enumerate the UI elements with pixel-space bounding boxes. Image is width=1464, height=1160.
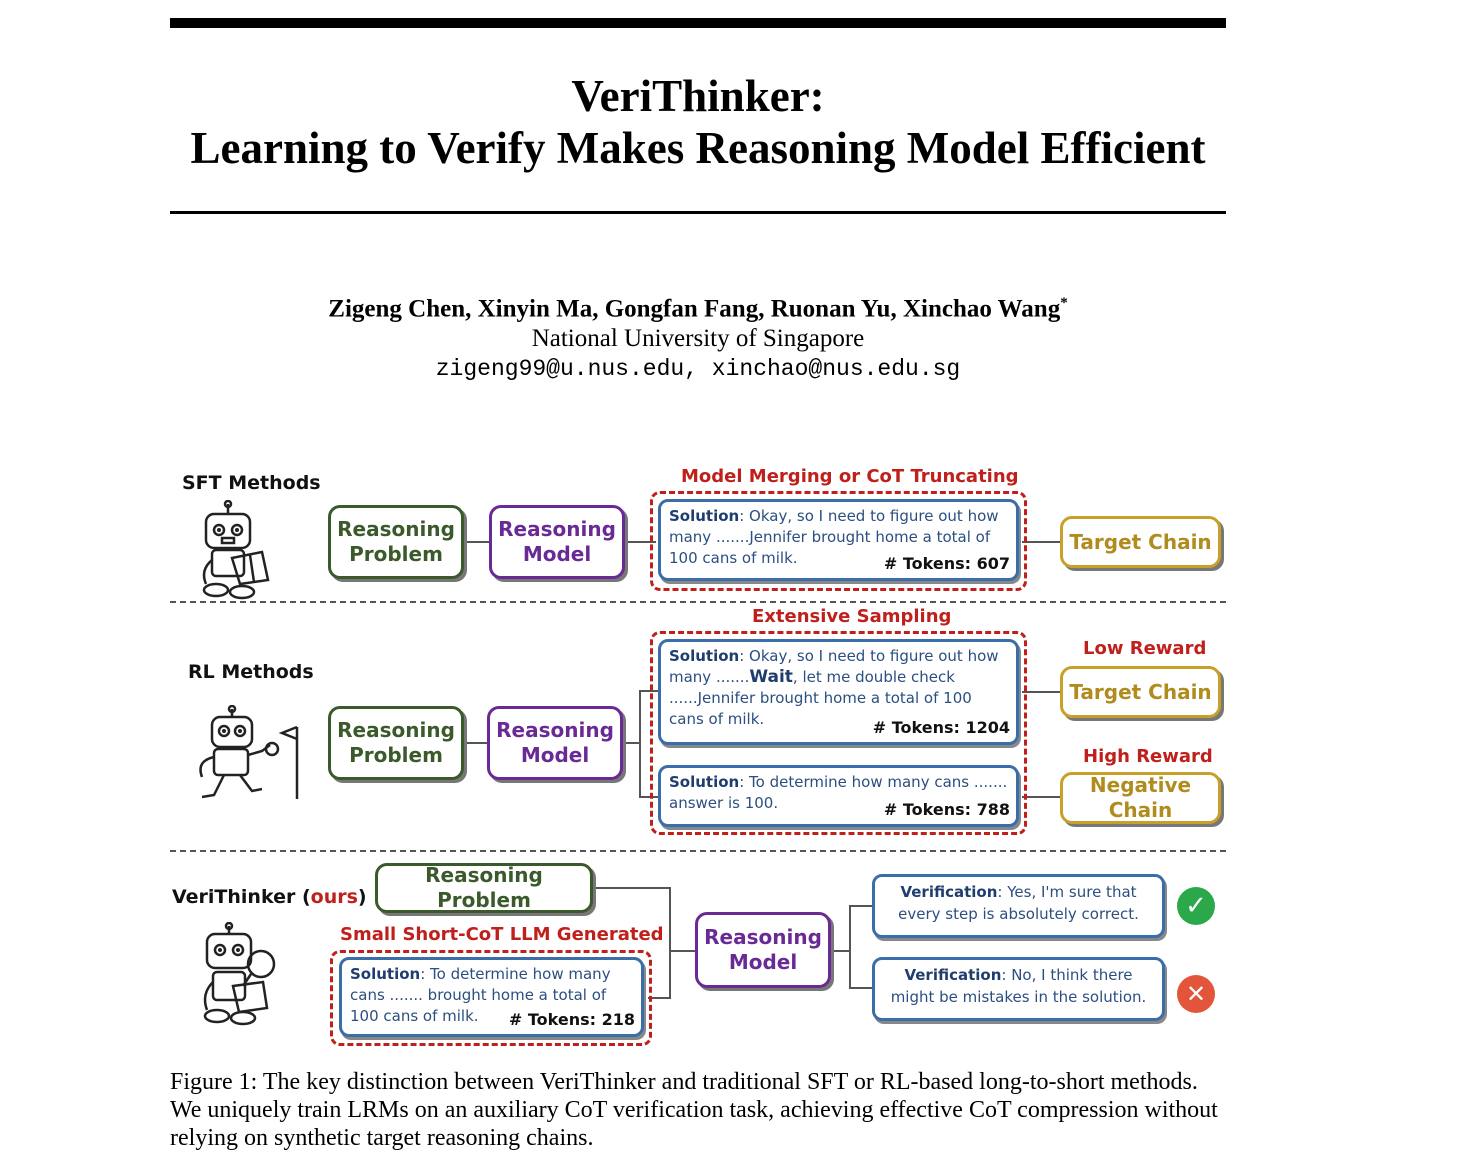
sft-solution-box [658, 499, 1019, 581]
sft-heading: SFT Methods [182, 472, 321, 494]
veri-branch-bottom [849, 987, 873, 989]
rl-reasoning-problem: Reasoning Problem [328, 706, 464, 780]
rl-connector-2 [620, 742, 640, 744]
figure-caption: Figure 1: The key distinction between VeriThinker and traditional SFT or RL-based long-to-short methods. We uniquely train LRMs on an auxiliary CoT verification task, achieving effective CoT compression without relying on synthetic target reasoning chains. [170, 1069, 1218, 1151]
rl-reasoning-model: Reasoning Model [487, 706, 623, 780]
sft-target-chain: Target Chain [1060, 516, 1221, 568]
veri-token-count: # Tokens: 218 [508, 1010, 635, 1029]
rl-connector-1 [462, 742, 490, 744]
veri-heading: VeriThinker (ours) [172, 886, 367, 908]
veri-branch-vertical [849, 905, 851, 989]
low-reward-label: Low Reward [1083, 638, 1207, 659]
rl-negative-chain: Negative Chain [1060, 772, 1221, 824]
paper-title [170, 70, 1226, 174]
sft-token-count: # Tokens: 607 [883, 554, 1010, 573]
rl-sol2-token-count: # Tokens: 788 [883, 800, 1010, 819]
rl-branch-vertical [639, 690, 641, 798]
emails: zigeng99@u.nus.edu, xinchao@nus.edu.sg [435, 356, 961, 383]
author-names: Zigeng Chen, Xinyin Ma, Gongfan Fang, Ruonan Yu, Xinchao Wang [328, 295, 1061, 323]
sft-connector-1 [462, 541, 490, 543]
cross-icon: ✕ [1177, 975, 1215, 1013]
wait-word: Wait [749, 667, 793, 687]
author-block [170, 288, 1226, 384]
veri-model-out [830, 950, 850, 952]
row-separator-2 [170, 850, 1226, 852]
veri-reasoning-model: Reasoning Model [695, 912, 831, 988]
robot-reading-icon [192, 500, 277, 600]
robot-magnifier-icon [195, 922, 285, 1027]
author-mark: * [1060, 295, 1068, 311]
verification-yes-box: Verification: Yes, I'm sure that every step is absolutely correct. [872, 874, 1165, 938]
veri-solution-box: Solution: To determine how many cans ....... brought home a total of 100 cans of milk. # Tokens: 218 [339, 957, 644, 1037]
check-icon: ✓ [1177, 887, 1215, 925]
rl-solution-short: Solution: To determine how many cans ....... answer is 100. # Tokens: 788 [658, 765, 1019, 827]
sft-reasoning-problem: Reasoning Problem [328, 505, 464, 579]
rl-heading: RL Methods [188, 661, 314, 683]
top-rule [170, 18, 1226, 28]
rl-sol1-key: Solution [669, 647, 740, 665]
robot-running-icon [190, 705, 310, 805]
veri-group-label: Small Short-CoT LLM Generated [340, 924, 664, 945]
row-separator-1 [170, 601, 1226, 603]
sft-group-label: Model Merging or CoT Truncating [681, 466, 1019, 487]
veri-problem-out [592, 887, 670, 889]
rl-target-chain: Target Chain [1060, 666, 1221, 718]
affiliation: National University of Singapore [531, 325, 865, 353]
high-reward-label: High Reward [1083, 746, 1213, 767]
veri-solution-key: Solution [350, 965, 421, 983]
title-line-2: Learning to Verify Makes Reasoning Model Efficient [190, 123, 1206, 173]
title-line-1: VeriThinker: [571, 71, 825, 121]
sft-connector-3 [1022, 541, 1062, 543]
sft-reasoning-model: Reasoning Model [489, 505, 625, 579]
veri-branch-top [849, 905, 873, 907]
veri-reasoning-problem: Reasoning Problem [375, 863, 593, 913]
verification-no-box: Verification: No, I think there might be mistakes in the solution. [872, 957, 1165, 1021]
rl-connector-high [1022, 796, 1062, 798]
rl-solution-long: Solution: Okay, so I need to figure out how many .......Wait, let me double check ......Jennifer brought home a total of 100 cans of milk. # Tokens: 1204 [658, 639, 1019, 745]
title-bottom-rule [170, 211, 1226, 214]
veri-join-in [669, 950, 695, 952]
rl-sol2-key: Solution [669, 773, 740, 791]
sft-solution-key: Solution [669, 507, 740, 525]
ours-label: ours [310, 886, 358, 908]
rl-group-label: Extensive Sampling [752, 606, 952, 627]
rl-sol1-token-count: # Tokens: 1204 [872, 718, 1010, 737]
sft-solution-text: : Okay, so I need to figure out how many .......Jennifer brought home a total of 100 cans of milk. [669, 507, 999, 567]
veri-join-vertical [669, 887, 671, 999]
rl-connector-low [1022, 691, 1062, 693]
